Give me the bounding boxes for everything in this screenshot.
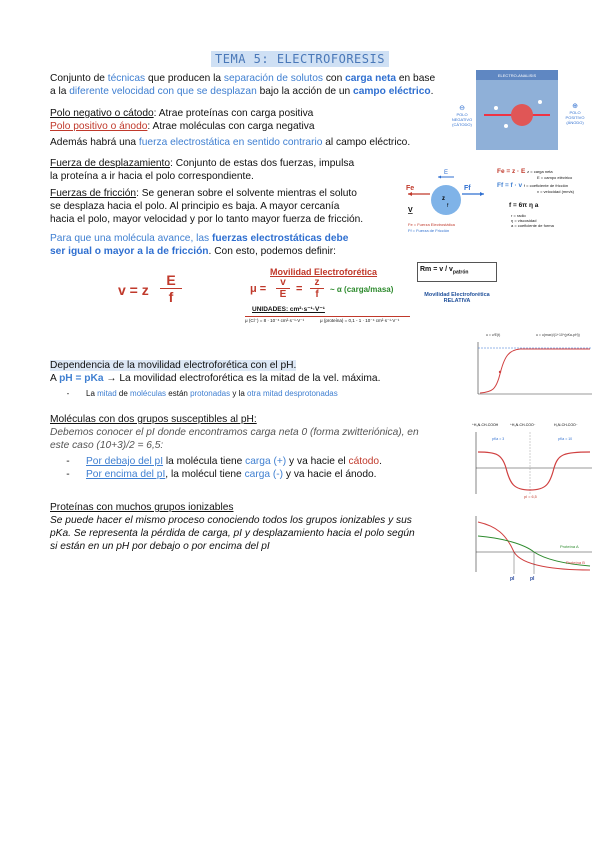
svg-text:pKa = 10: pKa = 10	[558, 437, 573, 441]
svg-text:u = v/E(t): u = v/E(t)	[486, 333, 501, 337]
ph-sigmoid-graph	[466, 330, 596, 400]
two-groups-section: Moléculas con dos grupos susceptibles al pH: Debemos conocer el pI donde encontramos carga neta 0 (forma zwitteriónica), en este caso (10+3)/2 = 6,5: - Por debajo del pI la molécula tiene carga (+) y va hacie el cátodo. - Por encima del pI, la molécul tiene carga (-) y va hacie el ánodo.	[50, 414, 419, 480]
svg-text:ELECTRO-ANALISIS: ELECTRO-ANALISIS	[497, 73, 537, 78]
svg-text:Fe: Fe	[406, 185, 415, 192]
mobility-example-1: μ (Cl⁻) = 8 · 10⁻⁴ cm²·s⁻¹·V⁻¹	[245, 318, 305, 323]
formula-velocity: v = z	[118, 282, 149, 298]
mobility-approx: ~ α (carga/masa)	[330, 285, 394, 294]
svg-text:z: z	[442, 196, 445, 202]
svg-text:Ff: Ff	[464, 185, 471, 192]
svg-text:H₂N-CH-COO⁻: H₂N-CH-COO⁻	[554, 423, 578, 427]
proteins-section: Proteínas con muchos grupos ionizables Se puede hacer el mismo proceso conociendo todos los grupos ionizables y sus pKa. Se representa la pérdida de carga, pI y desplazamiento hacia el polo según si están en un pH por debajo o por encima del pI	[50, 502, 415, 552]
photo-left-label: ⊖ POLO NEGATIVO (CÁTODO)	[451, 105, 473, 127]
mobility-eq: =	[296, 283, 303, 295]
svg-text:Fe = Fuerza Electrostática: Fe = Fuerza Electrostática	[408, 222, 455, 227]
mobility-divider	[245, 316, 410, 317]
relative-mobility-box: $Rm = v / v_{patrón}$	[417, 262, 497, 282]
svg-text:u = u(max)/(1+10^(pKa-pH)): u = u(max)/(1+10^(pKa-pH))	[536, 333, 580, 337]
photo-right-label: ⊕ POLO POSITIVO (ÁNODO)	[565, 103, 585, 125]
ph-section: Dependencia de la movilidad electroforética con el pH. A pH = pKa → La movilidad electroforética es la mitad de la vel. máxima. - La mitad de moléculas están protonadas y la otra mitad desprotonadas	[50, 360, 381, 398]
poles-block: Polo negativo o cátodo: Atrae proteínas con carga positiva Polo positivo o ánodo: Atrae moléculas con carga negativa Además habrá una fuerza electrostática en sentido contrario al campo eléctrico.	[50, 108, 411, 148]
mobility-title: Movilidad Electroforética	[270, 267, 378, 277]
svg-text:f: f	[447, 203, 449, 209]
mobility-mu: μ =	[250, 283, 267, 295]
ph-sigmoid-curve	[480, 349, 590, 393]
mobility-frac2: z f	[310, 277, 324, 300]
relative-mobility-caption: Movilidad Electroforética RELATIVA	[424, 292, 490, 304]
mobility-example-2: μ (proteína) = 0,1 - 1 · 10⁻⁴ cm²·s⁻¹·V⁻¹	[320, 318, 400, 323]
svg-text:⁺H₃N-CH-COOH: ⁺H₃N-CH-COOH	[472, 423, 499, 427]
svg-text:pI = 6,5: pI = 6,5	[524, 495, 537, 499]
svg-text:E: E	[444, 170, 449, 176]
intro-paragraph: Conjunto de técnicas que producen la separación de solutos con carga neta en base a la diferente velocidad con que se desplazan bajo la acción de un campo eléctrico.	[50, 73, 436, 97]
mobility-frac1: v E	[276, 277, 290, 300]
svg-text:pKa = 3: pKa = 3	[492, 437, 505, 441]
svg-text:pI: pI	[510, 576, 515, 582]
svg-text:pI: pI	[530, 576, 535, 582]
svg-text:⁺H₃N-CH-COO⁻: ⁺H₃N-CH-COO⁻	[510, 423, 536, 427]
two-groups-graph	[466, 418, 596, 500]
force-diagram	[400, 168, 490, 236]
svg-text:V: V	[408, 207, 413, 214]
force-equations: Fe = z · E z = carga neta E = campo eléctrico Ff = f · v f = coeficiente de fricción v = velocidad (mm/s) f = 6π η a r = radio η = viscosidad a = coeficiente de forma	[497, 168, 575, 228]
svg-text:Ff = Fuerza de Fricción: Ff = Fuerza de Fricción	[408, 228, 450, 233]
forces-block: Fuerza de desplazamiento: Conjunto de estas dos fuerzas, impulsa la proteína a ir hacia el polo correspondiente. Fuerzas de fricción: Se generan sobre el solvente mientras el soluto se desplaza hacia el polo. Al principio es baja. A mayor cercanía hacia el polo, mayor velocidad y por lo tanto mayor fuerza de fricción. Para que una molécula avance, las fuerzas electrostáticas debe ser igual o mayor a la de fricción. Con esto, podemos definir:	[50, 158, 364, 257]
mobility-units: UNIDADES: cm²·s⁻¹·V⁻¹	[252, 306, 325, 313]
formula-velocity-fraction: E f	[160, 272, 182, 305]
svg-text:Proteína B: Proteína B	[566, 560, 585, 565]
page-title: TEMA 5: ELECTROFORESIS	[0, 52, 600, 66]
proteins-graph	[466, 508, 596, 584]
two-groups-curve	[478, 452, 590, 490]
svg-text:Proteína A: Proteína A	[560, 544, 579, 549]
particle-circle	[431, 185, 461, 215]
